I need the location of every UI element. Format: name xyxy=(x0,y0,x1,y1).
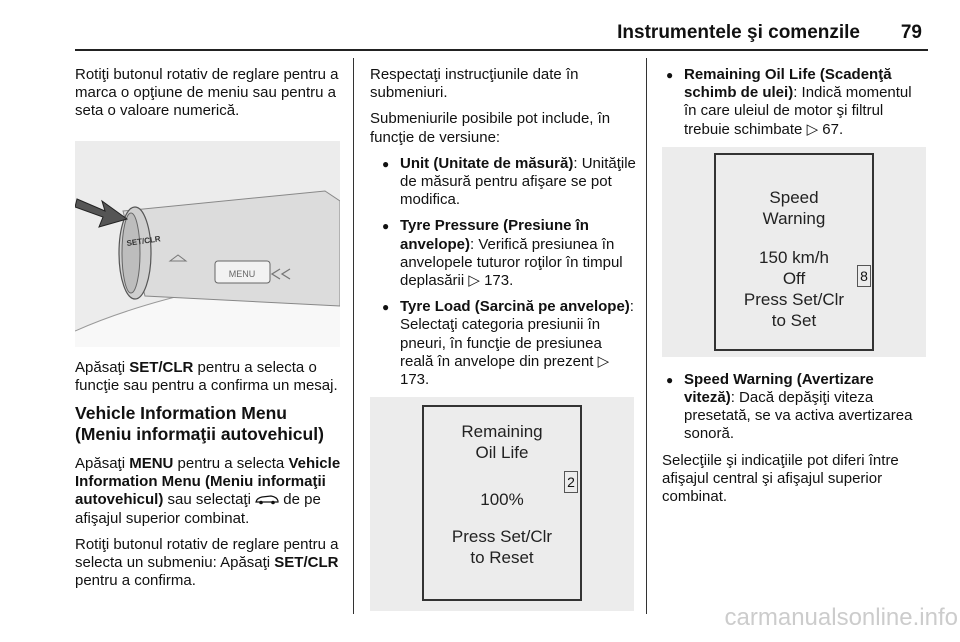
paragraph: Apăsaţi SET/CLR pentru a selecta o funcţie sau pentru a confirma un mesaj. xyxy=(75,358,338,394)
paragraph: Rotiţi butonul rotativ de reglare pentru a marca o opţiune de meniu sau pentru a seta o valoare numerică. xyxy=(75,66,339,120)
paragraph: Submeniurile posibile pot include, în funcţie de versiune: xyxy=(370,110,611,146)
watermark: carmanualsonline.info xyxy=(724,604,958,631)
page-ref-icon: ▷ xyxy=(468,272,480,290)
display-badge: 2 xyxy=(564,471,578,493)
paragraph: Selecţiile şi indicaţiile pot diferi între afişajul central şi afişajul superior combinat. xyxy=(662,451,899,506)
arrow-icon xyxy=(75,199,127,227)
stalk-illustration xyxy=(75,141,340,347)
list-item: ● Remaining Oil Life (Scadenţă schimb de ulei): Indică momentul în care uleiul de motor şi filtrul trebuie schimbate ▷ 67. xyxy=(662,66,928,139)
header-rule xyxy=(75,49,928,51)
stalk-drawing xyxy=(75,141,340,347)
column-middle xyxy=(370,66,636,611)
display-screen: Remaining Oil Life 100% Press Set/Clr to Reset xyxy=(422,405,582,601)
display-badge: 8 xyxy=(857,265,871,287)
paragraph: Respectaţi instrucţiunile date în submeniuri. xyxy=(370,66,579,102)
speed-warning-display xyxy=(662,147,926,357)
page-number: 79 xyxy=(900,22,922,43)
paragraph: Rotiţi butonul rotativ de reglare pentru a selecta un submeniu: Apăsaţi SET/CLR pentru a confirma. xyxy=(75,535,339,590)
submenu-list xyxy=(662,371,928,444)
paragraph: Apăsaţi MENU pentru a selecta Vehicle Information Menu (Meniu informaţii autovehicul) sau selectaţi de pe afişajul superior combinat. xyxy=(75,455,341,527)
section-heading: Vehicle Information Menu (Meniu informaţii autovehicul) xyxy=(75,403,324,445)
list-item: ● Tyre Pressure (Presiune în anvelope): Verifică presiunea în anvelopele tuturor roţilor în timpul deplasării ▷ 173. xyxy=(370,217,636,290)
set-clr-label: SET/CLR xyxy=(126,233,162,248)
submenu-list xyxy=(370,155,636,389)
column-right xyxy=(662,66,928,514)
column-left xyxy=(75,66,341,598)
list-item: ● Unit (Unitate de măsură): Unităţile de măsură pentru afişare se pot modifica. xyxy=(370,155,636,210)
menu-button-label: MENU xyxy=(228,268,256,279)
column-divider xyxy=(353,58,354,614)
column-divider xyxy=(646,58,647,614)
submenu-list xyxy=(662,66,928,139)
list-item: ● Tyre Load (Sarcină pe anvelope): Selectaţi categoria presiunii în pneuri, în funcţie de presiunea reală în anvelope din prezent ▷ 173. xyxy=(370,298,636,389)
oil-life-display xyxy=(370,397,634,611)
page-ref-icon: ▷ xyxy=(806,120,819,138)
chapter-title: Instrumentele şi comenzile xyxy=(617,22,860,43)
page-ref-icon: ▷ xyxy=(597,352,610,370)
car-icon xyxy=(255,494,279,505)
list-item: ● Speed Warning (Avertizare viteză): Dacă depăşiţi viteza presetată, se va activa avertizarea sonoră. xyxy=(662,371,928,444)
display-screen: Speed Warning 150 km/h Off Press Set/Clr to Set xyxy=(714,153,874,351)
